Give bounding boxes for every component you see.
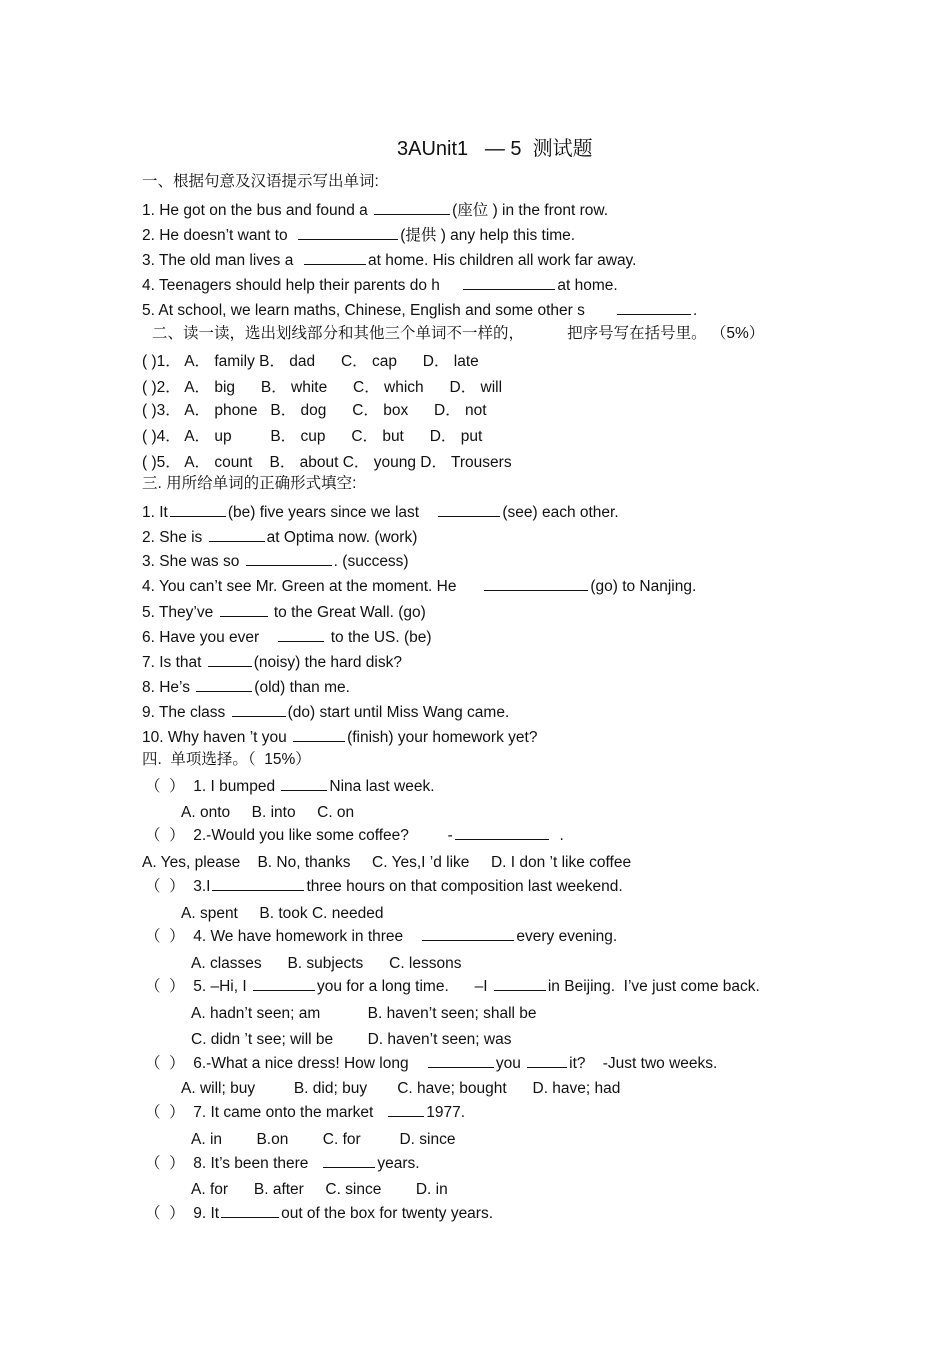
s4-q8-text: （ ） 8. It’s been there xyxy=(145,1155,309,1172)
s4-q6-options: A. will; buy B. did; buy C. have; bought D. have; had xyxy=(181,1080,621,1097)
s1-q4-text: at home. xyxy=(557,277,618,294)
answer-blank[interactable] xyxy=(208,652,252,667)
s3-q1-text: 1. It xyxy=(142,504,168,521)
answer-blank[interactable] xyxy=(527,1053,567,1068)
s4-q6-text: you xyxy=(495,1055,521,1072)
s3-question-1 xyxy=(142,502,619,523)
s4-q8-text: years. xyxy=(377,1155,420,1172)
s4-q1-text: （ ） 1. I bumped xyxy=(145,778,276,795)
answer-blank[interactable] xyxy=(484,576,588,591)
s3-question-2 xyxy=(142,527,417,548)
s3-q5-text: to the Great Wall. (go) xyxy=(273,604,426,621)
s3-question-7 xyxy=(142,652,402,673)
s2-question-1: ( )1． A． family B． dad C． cap D． late xyxy=(142,353,479,370)
s3-q7-text: (noisy) the hard disk? xyxy=(253,654,402,671)
s3-q4-text: 4. You can’t see Mr. Green at the moment. He xyxy=(142,578,457,595)
s4-q2-text: . xyxy=(559,827,564,844)
answer-blank[interactable] xyxy=(463,275,555,290)
s1-q2-text: (提供 ) any help this time. xyxy=(400,227,576,244)
s1-question-1 xyxy=(142,200,608,221)
s1-q3-text: 3. The old man lives a xyxy=(142,252,294,269)
answer-blank[interactable] xyxy=(438,502,500,517)
s3-q3-text: 3. She was so xyxy=(142,553,240,570)
s4-question-4 xyxy=(145,926,617,947)
answer-blank[interactable] xyxy=(221,1203,279,1218)
s4-q5-options-row2: C. didn ’t see; will be D. haven’t seen; was xyxy=(191,1031,512,1048)
s4-q9-text: （ ） 9. It xyxy=(145,1205,220,1222)
s3-question-3 xyxy=(142,551,409,572)
section-2-heading: 二、读一读，选出划线部分和其他三个单词不一样的， 把序号写在括号里。 （5%） xyxy=(152,325,765,342)
s4-q5-text: in Beijing. I’ve just come back. xyxy=(547,978,760,995)
s3-q3-text: . (success) xyxy=(333,553,409,570)
s3-q2-text: at Optima now. (work) xyxy=(266,529,418,546)
s1-q1-text: (座位 ) in the front row. xyxy=(452,202,609,219)
s1-question-5 xyxy=(142,300,697,321)
s4-q4-text: every evening. xyxy=(516,928,618,945)
s2-question-5: ( )5． A． count B． about C． young D． Trousers xyxy=(142,454,512,471)
answer-blank[interactable] xyxy=(293,727,345,742)
answer-blank[interactable] xyxy=(281,776,327,791)
answer-blank[interactable] xyxy=(422,926,514,941)
answer-blank[interactable] xyxy=(304,250,366,265)
answer-blank[interactable] xyxy=(374,200,450,215)
s3-q8-text: 8. He’s xyxy=(142,679,190,696)
answer-blank[interactable] xyxy=(212,876,304,891)
s1-q5-text: . xyxy=(693,302,698,319)
s3-question-5 xyxy=(142,602,426,623)
s4-question-5 xyxy=(145,976,760,997)
s4-q3-options: A. spent B. took C. needed xyxy=(181,905,384,922)
answer-blank[interactable] xyxy=(220,602,268,617)
s1-q2-text: 2. He doesn’t want to xyxy=(142,227,288,244)
s1-q4-text: 4. Teenagers should help their parents do h xyxy=(142,277,440,294)
answer-blank[interactable] xyxy=(298,225,398,240)
s2-question-3: ( )3． A． phone B． dog C． box D． not xyxy=(142,402,487,419)
s4-q4-text: （ ） 4. We have homework in three xyxy=(145,928,404,945)
page-title: 3AUnit1 — 5 测试题 xyxy=(397,138,593,160)
section-3-heading: 三. 用所给单词的正确形式填空: xyxy=(142,475,357,492)
s4-q1-options: A. onto B. into C. on xyxy=(181,804,355,821)
s3-q10-text: 10. Why haven ’t you xyxy=(142,729,287,746)
s3-question-8 xyxy=(142,677,350,698)
s3-q8-text: (old) than me. xyxy=(254,679,350,696)
s2-question-2: ( )2． A． big B． white C． which D． will xyxy=(142,379,503,396)
s2-question-4: ( )4． A． up B． cup C． but D． put xyxy=(142,428,483,445)
s4-q5-text: you for a long time. –I xyxy=(316,978,488,995)
answer-blank[interactable] xyxy=(209,527,265,542)
answer-blank[interactable] xyxy=(617,300,691,315)
s4-q4-options: A. classes B. subjects C. lessons xyxy=(191,955,462,972)
s3-q6-text: to the US. (be) xyxy=(330,629,432,646)
s3-q6-text: 6. Have you ever xyxy=(142,629,260,646)
s4-q8-options: A. for B. after C. since D. in xyxy=(191,1181,448,1198)
answer-blank[interactable] xyxy=(428,1053,494,1068)
s4-question-2 xyxy=(145,825,564,846)
answer-blank[interactable] xyxy=(196,677,252,692)
s1-question-2 xyxy=(142,225,575,246)
s4-question-9 xyxy=(145,1203,493,1224)
s3-question-4 xyxy=(142,576,696,597)
s4-q7-text: 1977. xyxy=(426,1104,466,1121)
s3-q9-text: (do) start until Miss Wang came. xyxy=(287,704,510,721)
answer-blank[interactable] xyxy=(246,551,332,566)
s1-q3-text: at home. His children all work far away. xyxy=(367,252,637,269)
answer-blank[interactable] xyxy=(323,1153,375,1168)
s1-question-3 xyxy=(142,250,636,271)
s4-q9-text: out of the box for twenty years. xyxy=(281,1205,494,1222)
s4-question-6 xyxy=(145,1053,717,1074)
answer-blank[interactable] xyxy=(388,1102,424,1117)
s3-question-9 xyxy=(142,702,509,723)
answer-blank[interactable] xyxy=(278,627,324,642)
s4-q1-text: Nina last week. xyxy=(329,778,435,795)
s3-q1-text: (see) each other. xyxy=(502,504,619,521)
answer-blank[interactable] xyxy=(170,502,226,517)
s4-q5-text: （ ） 5. –Hi, I xyxy=(145,978,247,995)
s4-q3-text: three hours on that composition last weekend. xyxy=(306,878,623,895)
s3-q7-text: 7. Is that xyxy=(142,654,202,671)
s3-question-6 xyxy=(142,627,432,648)
s3-q2-text: 2. She is xyxy=(142,529,203,546)
s4-question-1 xyxy=(145,776,435,797)
s4-q2-options: A. Yes, please B. No, thanks C. Yes,I ’d like D. I don ’t like coffee xyxy=(142,854,632,871)
s4-q2-text: （ ） 2.-Would you like some coffee? - xyxy=(145,827,453,844)
s4-q7-options: A. in B.on C. for D. since xyxy=(191,1131,456,1148)
s1-q1-text: 1. He got on the bus and found a xyxy=(142,202,368,219)
s4-question-8 xyxy=(145,1153,420,1174)
s4-q3-text: （ ） 3.I xyxy=(145,878,211,895)
s3-q5-text: 5. They’ve xyxy=(142,604,214,621)
s4-q5-options-row1: A. hadn’t seen; am B. haven’t seen; shall be xyxy=(191,1005,537,1022)
s4-q7-text: （ ） 7. It came onto the market xyxy=(145,1104,374,1121)
s3-q1-text: (be) five years since we last xyxy=(227,504,420,521)
s4-q6-text: （ ） 6.-What a nice dress! How long xyxy=(145,1055,409,1072)
s3-q4-text: (go) to Nanjing. xyxy=(590,578,697,595)
section-1-heading: 一、根据句意及汉语提示写出单词: xyxy=(142,173,379,190)
answer-blank[interactable] xyxy=(253,976,315,991)
s3-q9-text: 9. The class xyxy=(142,704,226,721)
answer-blank[interactable] xyxy=(494,976,546,991)
s1-question-4 xyxy=(142,275,618,296)
s3-question-10 xyxy=(142,727,537,748)
s4-q6-text: it? -Just two weeks. xyxy=(569,1055,718,1072)
s4-question-7 xyxy=(145,1102,465,1123)
answer-blank[interactable] xyxy=(455,825,549,840)
section-4-heading: 四. 单项选择。（ 15%） xyxy=(142,751,311,768)
answer-blank[interactable] xyxy=(232,702,286,717)
s4-question-3 xyxy=(145,876,623,897)
s3-q10-text: (finish) your homework yet? xyxy=(347,729,538,746)
s1-q5-text: 5. At school, we learn maths, Chinese, English and some other s xyxy=(142,302,585,319)
